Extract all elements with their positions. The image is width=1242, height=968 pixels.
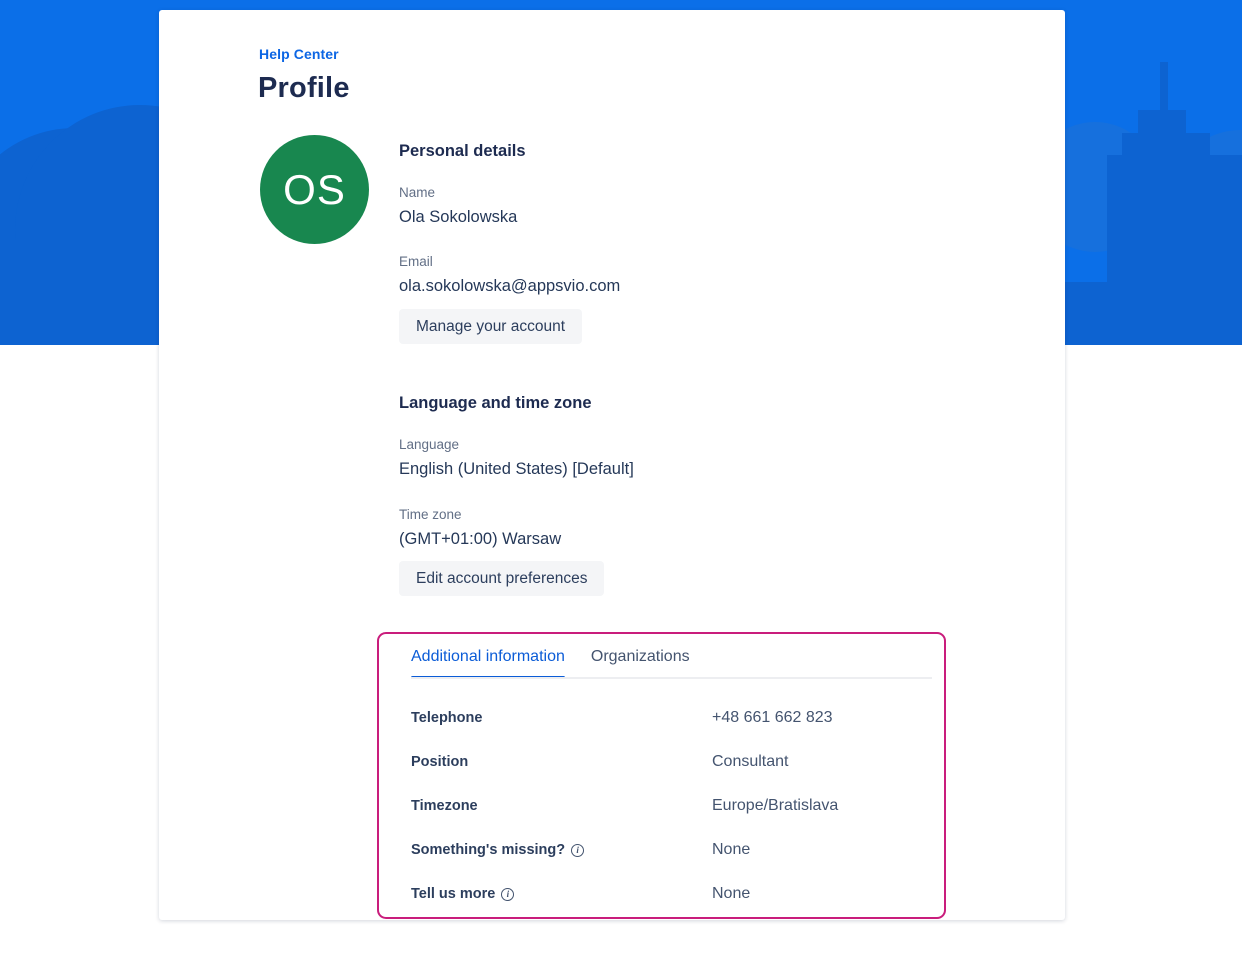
building-body xyxy=(1107,155,1242,345)
language-label: Language xyxy=(399,437,460,452)
tell-us-more-label: Tell us more i xyxy=(411,886,514,902)
info-icon[interactable]: i xyxy=(501,888,514,901)
tell-us-more-value: None xyxy=(712,885,751,902)
timezone-label: Time zone xyxy=(399,507,462,522)
tab-additional-information[interactable]: Additional information xyxy=(411,644,565,679)
building-small xyxy=(1060,282,1116,345)
personal-details-heading: Personal details xyxy=(399,142,526,160)
timezone-row-label: Timezone xyxy=(411,798,478,814)
telephone-label: Telephone xyxy=(411,710,483,726)
edit-preferences-button[interactable]: Edit account preferences xyxy=(399,561,604,596)
language-timezone-heading: Language and time zone xyxy=(399,394,592,412)
breadcrumb-help-center[interactable]: Help Center xyxy=(259,46,339,62)
tab-divider xyxy=(411,677,932,679)
somethings-missing-value: None xyxy=(712,841,751,858)
table-row xyxy=(411,740,932,784)
manage-account-button[interactable]: Manage your account xyxy=(399,309,582,344)
additional-info-rows xyxy=(411,696,932,916)
telephone-value: +48 661 662 823 xyxy=(712,709,833,726)
position-label: Position xyxy=(411,754,469,770)
language-value: English (United States) [Default] xyxy=(399,460,634,478)
table-row xyxy=(411,696,932,740)
timezone-row-value: Europe/Bratislava xyxy=(712,797,839,814)
avatar-initials: OS xyxy=(283,165,346,213)
timezone-value: (GMT+01:00) Warsaw xyxy=(399,530,562,548)
skyline-decoration xyxy=(0,240,180,345)
tab-organizations[interactable]: Organizations xyxy=(590,648,690,665)
additional-info-panel xyxy=(377,632,946,919)
email-label: Email xyxy=(399,254,433,269)
email-value: ola.sokolowska@appsvio.com xyxy=(399,277,621,295)
info-icon[interactable]: i xyxy=(571,844,584,857)
position-value: Consultant xyxy=(712,753,789,770)
table-row xyxy=(411,872,932,916)
somethings-missing-label: Something's missing? i xyxy=(411,842,584,858)
table-row xyxy=(411,828,932,872)
profile-card xyxy=(159,10,1065,920)
name-value: Ola Sokolowska xyxy=(399,208,518,226)
name-label: Name xyxy=(399,185,436,200)
avatar xyxy=(260,135,369,244)
tab-bar xyxy=(411,644,932,679)
page-title: Profile xyxy=(258,72,350,104)
table-row xyxy=(411,784,932,828)
